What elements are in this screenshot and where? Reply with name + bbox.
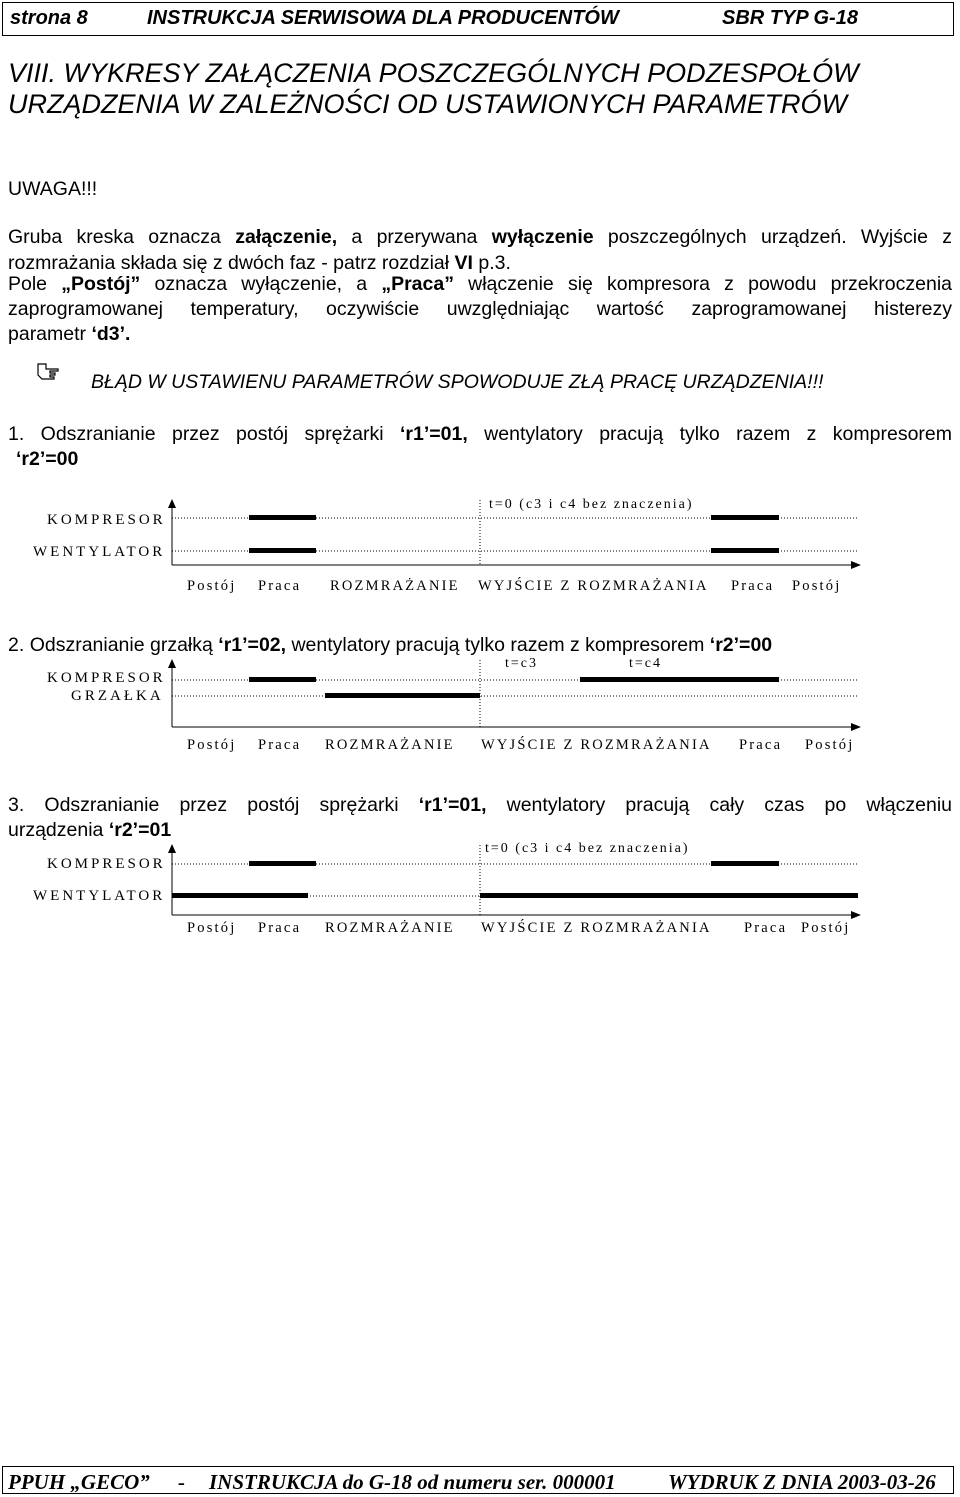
- footer-dash: -: [178, 1470, 185, 1494]
- model-name: SBR TYP G-18: [722, 7, 858, 29]
- item3-label-fan: WENTYLATOR: [33, 888, 166, 904]
- item1-label-compressor: KOMPRESOR: [47, 512, 166, 528]
- item3-annotation: t=0 (c3 i c4 bez znaczenia): [485, 841, 690, 856]
- item2-phase-work: Praca: [258, 737, 302, 753]
- item2-phase-defrost: ROZMRAŻANIE: [325, 737, 455, 753]
- note-para2-line1: Pole „Postój” oznacza wyłączenie, a „Praca” włączenie się kompresora z powodu przekroczenia: [8, 273, 952, 295]
- item2-heater-on: [325, 693, 480, 698]
- section-title-line2: URZĄDZENIA W ZALEŻNOŚCI OD USTAWIONYCH PARAMETRÓW: [8, 89, 848, 119]
- footer-instruction: INSTRUKCJA do G-18 od numeru ser. 000001: [209, 1470, 616, 1494]
- item2-annotation-c4: t=c4: [629, 656, 662, 671]
- item3-line1: 3. Odszranianie przez postój sprężarki ‘r1’=01, wentylatory pracują cały czas po włączeniu: [8, 794, 953, 816]
- item3-phase-defrost-exit: WYJŚCIE Z ROZMRAŻANIA: [481, 920, 712, 936]
- item1-phase-defrost: ROZMRAŻANIE: [330, 578, 460, 594]
- item2-phase-work-2: Praca: [739, 737, 783, 753]
- note-para2-line3: parametr ‘d3’.: [8, 323, 131, 345]
- item3-label-compressor: KOMPRESOR: [47, 856, 166, 872]
- item2-label-compressor: KOMPRESOR: [47, 670, 166, 686]
- section-title-line1: VIII. WYKRESY ZAŁĄCZENIA POSZCZEGÓLNYCH PODZESPOŁÓW: [8, 58, 859, 88]
- item3-line2: urządzenia ‘r2’=01: [8, 819, 172, 841]
- item1-line2: ‘r2’=00: [16, 448, 79, 470]
- note-heading: UWAGA!!!: [8, 178, 98, 200]
- note-para1-line2: rozmrażania składa się z dwóch faz - patrz rozdział VI p.3.: [8, 252, 511, 274]
- item1-phase-defrost-exit: WYJŚCIE Z ROZMRAŻANIA: [478, 578, 709, 594]
- item3-phase-work: Praca: [258, 920, 302, 936]
- item2-annotation-c3: t=c3: [505, 656, 538, 671]
- item1-axes: [172, 500, 860, 565]
- note-para2-line2: zaprogramowanej temperatury, oczywiście uwzględniając wartość zaprogramowanej histerezy: [8, 298, 952, 320]
- item2-phase-defrost-exit: WYJŚCIE Z ROZMRAŻANIA: [481, 737, 712, 753]
- item1-line1: 1. Odszranianie przez postój sprężarki ‘r1’=01, wentylatory pracują tylko razem z kompresorem: [8, 423, 953, 445]
- item2-phase-idle: Postój: [187, 737, 237, 753]
- item3-phase-work-2: Praca: [744, 920, 788, 936]
- footer-company: PPUH „GECO”: [8, 1470, 150, 1494]
- item1-phase-idle-2: Postój: [792, 578, 842, 594]
- item2-label-heater: GRZAŁKA: [71, 688, 164, 704]
- item3-fan-on: [172, 893, 858, 898]
- page-number: strona 8: [10, 7, 88, 29]
- item1-phase-work: Praca: [258, 578, 302, 594]
- warning-text: BŁĄD W USTAWIENU PARAMETRÓW SPOWODUJE ZŁĄ PRACĘ URZĄDZENIA!!!: [91, 371, 824, 393]
- document-title: INSTRUKCJA SERWISOWA DLA PRODUCENTÓW: [147, 7, 619, 29]
- item2-line1: 2. Odszranianie grzałką ‘r1’=02, wentylatory pracują tylko razem z kompresorem ‘r2’=00: [8, 634, 773, 656]
- item3-phase-idle: Postój: [187, 920, 237, 936]
- item3-phase-defrost: ROZMRAŻANIE: [325, 920, 455, 936]
- item1-annotation: t=0 (c3 i c4 bez znaczenia): [489, 497, 694, 512]
- item3-phase-idle-2: Postój: [801, 920, 851, 936]
- item1-label-fan: WENTYLATOR: [33, 544, 166, 560]
- item2-phase-idle-2: Postój: [805, 737, 855, 753]
- note-para1-line1: Gruba kreska oznacza załączenie, a przerywana wyłączenie poszczególnych urządzeń. Wyjście z: [8, 226, 952, 248]
- item1-phase-work-2: Praca: [731, 578, 775, 594]
- footer-print-date: WYDRUK Z DNIA 2003-03-26: [668, 1470, 936, 1494]
- item1-phase-idle: Postój: [187, 578, 237, 594]
